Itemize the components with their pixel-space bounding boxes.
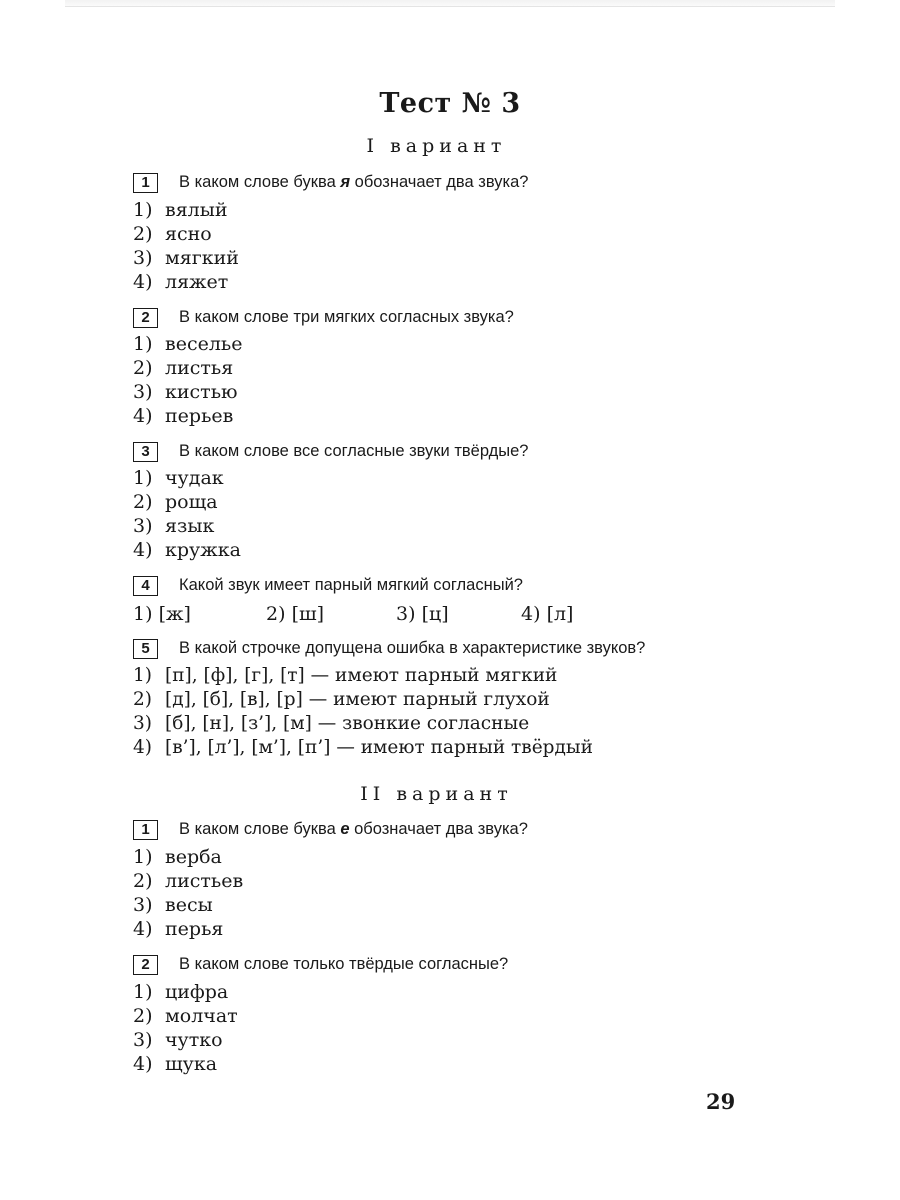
answer-option: 1) [п], [ф], [г], [т] — имеют парный мягкий bbox=[133, 665, 558, 686]
v2-question-2 bbox=[133, 952, 508, 977]
variant-1-heading: I вариант bbox=[366, 135, 507, 157]
question-number-box: 2 bbox=[133, 955, 158, 975]
answer-option: 1) вялый bbox=[133, 199, 228, 221]
question-number-box: 4 bbox=[133, 576, 158, 596]
v1-question-5 bbox=[133, 636, 645, 661]
answer-option: 4) [в’], [л’], [м’], [п’] — имеют парный твёрдый bbox=[133, 737, 593, 758]
answer-option: 4) щука bbox=[133, 1053, 218, 1075]
highlighted-letter: е bbox=[340, 820, 350, 838]
v1-question-3 bbox=[133, 439, 528, 464]
answer-option: 3) кистью bbox=[133, 381, 238, 403]
answer-option: 1) верба bbox=[133, 846, 222, 868]
question-number-box: 1 bbox=[133, 820, 158, 840]
v1-question-4 bbox=[133, 573, 523, 598]
page-title: Тест № 3 bbox=[379, 88, 521, 119]
answer-option: 1) веселье bbox=[133, 333, 243, 355]
question-text: В каком слове буква я обозначает два звука? bbox=[179, 173, 529, 191]
question-number-box: 3 bbox=[133, 442, 158, 462]
question-number-box: 5 bbox=[133, 639, 158, 659]
highlighted-letter: я bbox=[340, 173, 351, 191]
answer-option: 1) цифра bbox=[133, 981, 229, 1003]
question-text: В каком слове три мягких согласных звука? bbox=[179, 308, 514, 326]
question-number-box: 2 bbox=[133, 308, 158, 328]
answer-option: 1) [ж] bbox=[133, 603, 191, 625]
question-text: В какой строчке допущена ошибка в характеристике звуков? bbox=[179, 639, 646, 657]
question-text: В каком слове все согласные звуки твёрдые? bbox=[179, 442, 529, 460]
answer-option: 3) чутко bbox=[133, 1029, 223, 1051]
answer-option: 1) чудак bbox=[133, 467, 224, 489]
page-top-edge bbox=[65, 0, 835, 7]
question-text: В каком слове буква е обозначает два звука? bbox=[179, 820, 528, 838]
answer-option: 4) ляжет bbox=[133, 271, 229, 293]
answer-option: 4) [л] bbox=[521, 603, 574, 625]
answer-option: 2) молчат bbox=[133, 1005, 238, 1027]
answer-option: 2) [д], [б], [в], [р] — имеют парный глухой bbox=[133, 689, 550, 710]
question-text: В каком слове только твёрдые согласные? bbox=[179, 955, 509, 973]
answer-option: 2) листьев bbox=[133, 870, 244, 892]
answer-option: 3) [б], [н], [з’], [м] — звонкие согласные bbox=[133, 713, 530, 734]
v2-question-1 bbox=[133, 817, 528, 842]
variant-2-heading: II вариант bbox=[360, 783, 513, 805]
question-text: Какой звук имеет парный мягкий согласный? bbox=[179, 576, 523, 594]
answer-option: 4) перья bbox=[133, 918, 224, 940]
question-number-box: 1 bbox=[133, 173, 158, 193]
v1-question-1 bbox=[133, 170, 528, 195]
answer-option: 3) мягкий bbox=[133, 247, 239, 269]
answer-option: 2) роща bbox=[133, 491, 218, 513]
answer-option: 4) перьев bbox=[133, 405, 234, 427]
page-number: 29 bbox=[706, 1089, 736, 1114]
answer-option: 2) ясно bbox=[133, 223, 212, 245]
answer-option: 2) [ш] bbox=[266, 603, 325, 625]
answer-option: 4) кружка bbox=[133, 539, 241, 561]
answer-option: 2) листья bbox=[133, 357, 234, 379]
v1-question-2 bbox=[133, 305, 514, 330]
answer-option: 3) весы bbox=[133, 894, 213, 916]
answer-option: 3) язык bbox=[133, 515, 215, 537]
answer-option: 3) [ц] bbox=[396, 603, 449, 625]
